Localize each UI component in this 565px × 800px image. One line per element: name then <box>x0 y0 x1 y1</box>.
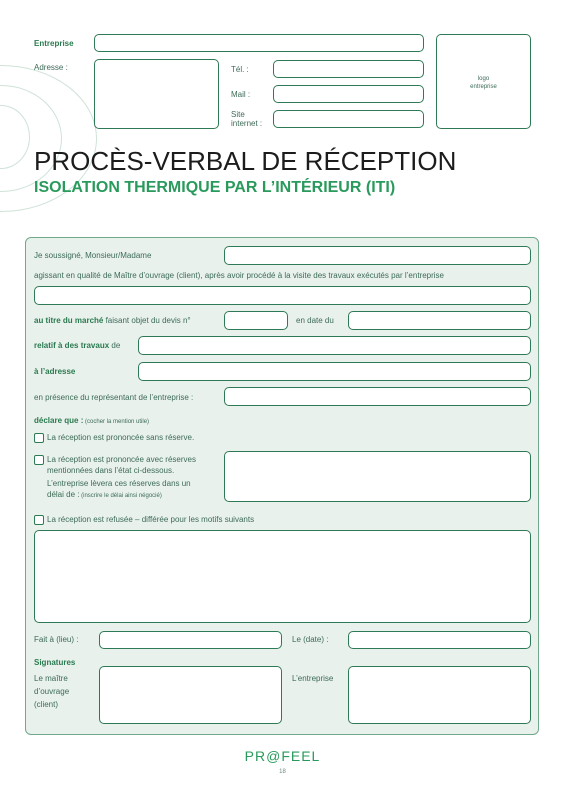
signature-maitre-field[interactable] <box>99 666 282 724</box>
representant-field[interactable] <box>224 387 531 406</box>
adresse-travaux-label: à l’adresse <box>34 367 76 376</box>
maitre-label-line2: d’ouvrage <box>34 687 70 696</box>
maitre-label-line1: Le maître <box>34 674 68 683</box>
option-avec-reserves-line2: mentionnées dans l’état ci-dessous. <box>47 466 175 475</box>
mail-field[interactable] <box>273 85 424 103</box>
declare-label: déclare que : (cocher la mention utile) <box>34 416 150 425</box>
signature-entreprise-field[interactable] <box>348 666 531 724</box>
adresse-field[interactable] <box>94 59 219 129</box>
logo-box[interactable] <box>436 34 531 129</box>
entreprise-label: Entreprise <box>34 39 74 48</box>
checkbox-refusee[interactable] <box>34 515 44 525</box>
page-number: 18 <box>279 769 286 775</box>
relatif-label: relatif à des travaux de <box>34 341 121 350</box>
option-refusee-label: La réception est refusée – différée pour les motifs suivants <box>47 515 255 524</box>
tel-field[interactable] <box>273 60 424 78</box>
entreprise-signature-label: L’entreprise <box>292 674 334 683</box>
entreprise-executante-field[interactable] <box>34 286 531 305</box>
option-sans-reserve-label: La réception est prononcée sans réserve. <box>47 433 195 442</box>
page-title: PROCÈS-VERBAL DE RÉCEPTION <box>34 146 457 176</box>
soussigne-field[interactable] <box>224 246 531 265</box>
soussigne-label: Je soussigné, Monsieur/Madame <box>34 251 152 260</box>
le-date-label: Le (date) : <box>292 635 329 644</box>
motifs-field[interactable] <box>34 530 531 623</box>
mail-label: Mail : <box>231 90 251 99</box>
fait-a-label: Fait à (lieu) : <box>34 635 79 644</box>
site-field[interactable] <box>273 110 424 128</box>
option-avec-reserves-line4: délai de : (inscrire le délai ainsi négocié) <box>47 490 162 499</box>
titre-marche-label: au titre du marché faisant objet du devis n° <box>34 316 191 325</box>
checkbox-sans-reserve[interactable] <box>34 433 44 443</box>
devis-date-field[interactable] <box>348 311 531 330</box>
entreprise-field[interactable] <box>94 34 424 52</box>
en-date-du-label: en date du <box>296 316 334 325</box>
maitre-label-line3: (client) <box>34 700 59 709</box>
brand-logo: PR@FEEL <box>244 748 321 764</box>
checkbox-avec-reserves[interactable] <box>34 455 44 465</box>
delai-field[interactable] <box>224 451 531 502</box>
option-avec-reserves-line3: L’entreprise lèvera ces réserves dans un <box>47 479 191 488</box>
logo-label-line2: entreprise <box>470 84 497 90</box>
logo-label-line1: logo <box>477 76 490 82</box>
agissant-label: agissant en qualité de Maître d’ouvrage (client), après avoir procédé à la visite des travaux exécutés par l’entreprise <box>34 271 444 280</box>
tel-label: Tél. : <box>231 65 249 74</box>
presence-label: en présence du représentant de l’entreprise : <box>34 393 194 402</box>
adresse-travaux-field[interactable] <box>138 362 531 381</box>
option-avec-reserves-line1: La réception est prononcée avec réserves <box>47 455 196 464</box>
site-label-line2: internet : <box>231 119 263 128</box>
devis-number-field[interactable] <box>224 311 288 330</box>
signatures-heading: Signatures <box>34 658 76 667</box>
lieu-field[interactable] <box>99 631 282 649</box>
page-subtitle: ISOLATION THERMIQUE PAR L’INTÉRIEUR (ITI) <box>34 179 396 196</box>
date-field[interactable] <box>348 631 531 649</box>
site-label-line1: Site <box>231 110 245 119</box>
travaux-field[interactable] <box>138 336 531 355</box>
adresse-label: Adresse : <box>34 63 68 72</box>
